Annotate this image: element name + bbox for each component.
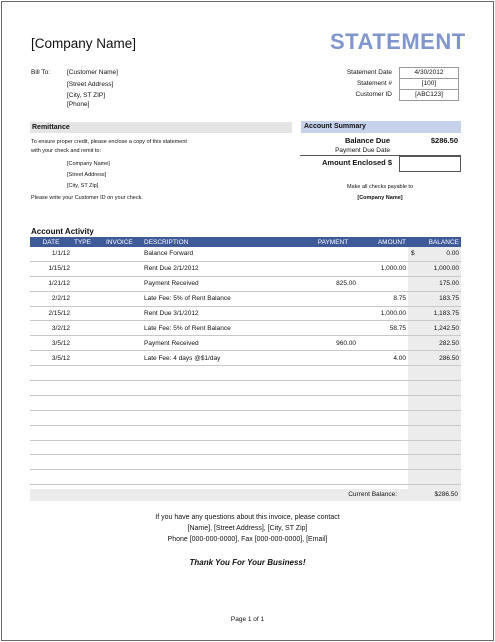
page-number: Page 1 of 1 bbox=[230, 616, 265, 623]
row-amount bbox=[358, 395, 408, 410]
col-amount: AMOUNT bbox=[358, 237, 408, 247]
row-payment bbox=[308, 261, 358, 276]
row-date bbox=[30, 381, 72, 396]
table-row bbox=[30, 410, 461, 425]
row-description bbox=[142, 455, 308, 470]
row-payment bbox=[308, 425, 358, 440]
row-payment bbox=[308, 470, 358, 485]
row-type bbox=[72, 455, 104, 470]
row-invoice bbox=[104, 366, 142, 381]
col-date: DATE bbox=[30, 237, 72, 247]
row-invoice bbox=[104, 261, 142, 276]
row-balance bbox=[408, 276, 461, 291]
row-description: Late Fee: 5% of Rent Balance bbox=[142, 321, 308, 336]
row-description bbox=[142, 440, 308, 455]
amount-enclosed-input[interactable] bbox=[399, 156, 461, 172]
amount-enclosed-label: Amount Enclosed $ bbox=[321, 158, 392, 167]
row-description: Rent Due 3/1/2012 bbox=[142, 306, 308, 321]
footer-contact: [Name], [Street Address], [City, ST Zip] bbox=[187, 525, 308, 532]
col-invoice: INVOICE bbox=[104, 237, 142, 247]
row-type bbox=[72, 351, 104, 366]
row-payment bbox=[308, 291, 358, 306]
row-invoice bbox=[104, 470, 142, 485]
row-invoice bbox=[104, 247, 142, 261]
row-type bbox=[72, 306, 104, 321]
row-date bbox=[30, 440, 72, 455]
row-invoice bbox=[104, 455, 142, 470]
table-row bbox=[30, 291, 461, 306]
payment-due-label: Payment Due Date bbox=[335, 147, 390, 154]
row-type bbox=[72, 395, 104, 410]
row-date bbox=[30, 366, 72, 381]
bill-to-street: [Street Address] bbox=[67, 81, 114, 88]
row-type bbox=[72, 381, 104, 396]
row-invoice bbox=[104, 410, 142, 425]
row-date: 3/2/12 bbox=[30, 321, 72, 336]
payable-to: [Company Name] bbox=[357, 195, 403, 201]
row-balance bbox=[408, 410, 461, 425]
table-row bbox=[30, 440, 461, 455]
row-balance bbox=[408, 351, 461, 366]
row-balance bbox=[408, 470, 461, 485]
row-balance bbox=[408, 261, 461, 276]
row-date: 2/15/12 bbox=[30, 306, 72, 321]
customer-id-value[interactable]: [ABC123] bbox=[399, 89, 459, 101]
row-payment bbox=[308, 455, 358, 470]
row-invoice bbox=[104, 276, 142, 291]
remittance-note: Please write your Customer ID on your check. bbox=[31, 195, 143, 201]
row-invoice bbox=[104, 395, 142, 410]
balance-value: 0.00 bbox=[446, 250, 459, 258]
row-type bbox=[72, 470, 104, 485]
current-balance-value: $286.50 bbox=[434, 491, 458, 498]
row-invoice bbox=[104, 291, 142, 306]
table-row bbox=[30, 351, 461, 366]
statement-date-value[interactable]: 4/30/2012 bbox=[399, 67, 459, 79]
row-date: 1/21/12 bbox=[30, 276, 72, 291]
row-amount bbox=[358, 470, 408, 485]
row-description bbox=[142, 410, 308, 425]
row-payment bbox=[308, 306, 358, 321]
col-payment: PAYMENT bbox=[308, 237, 358, 247]
row-description: Late Fee: 4 days @$1/day bbox=[142, 351, 308, 366]
row-description: Balance Forward bbox=[142, 247, 308, 261]
balance-value: 1,183.75 bbox=[433, 310, 459, 317]
activity-table bbox=[30, 237, 461, 500]
remittance-intro-2: with your check and remit to: bbox=[31, 148, 102, 154]
row-type bbox=[72, 366, 104, 381]
row-balance bbox=[408, 455, 461, 470]
bill-to-customer-name: [Customer Name] bbox=[67, 69, 118, 76]
row-amount bbox=[358, 247, 408, 261]
row-date bbox=[30, 455, 72, 470]
statement-number-label: Statement # bbox=[356, 80, 392, 87]
row-type bbox=[72, 261, 104, 276]
footer-phone: Phone [000-000-0000], Fax [000-000-0000], [Email] bbox=[167, 536, 328, 543]
remit-street: [Street Address] bbox=[67, 172, 107, 178]
row-invoice bbox=[104, 306, 142, 321]
table-row bbox=[30, 247, 461, 261]
row-date: 3/5/12 bbox=[30, 336, 72, 351]
balance-value: 175.00 bbox=[439, 280, 459, 288]
row-invoice bbox=[104, 336, 142, 351]
row-type bbox=[72, 336, 104, 351]
row-amount bbox=[358, 366, 408, 381]
row-balance bbox=[408, 336, 461, 351]
row-description bbox=[142, 395, 308, 410]
table-row bbox=[30, 425, 461, 440]
table-row bbox=[30, 381, 461, 396]
balance-currency-symbol: $ bbox=[411, 250, 415, 258]
row-description bbox=[142, 470, 308, 485]
row-amount bbox=[358, 381, 408, 396]
table-row bbox=[30, 470, 461, 485]
row-type bbox=[72, 321, 104, 336]
table-row bbox=[30, 261, 461, 276]
row-type bbox=[72, 425, 104, 440]
row-payment bbox=[308, 410, 358, 425]
row-description: Payment Received bbox=[142, 276, 308, 291]
row-balance bbox=[408, 425, 461, 440]
balance-value: 282.50 bbox=[439, 339, 459, 347]
activity-body bbox=[30, 247, 461, 500]
row-payment bbox=[308, 440, 358, 455]
row-amount: 1,000.00 bbox=[358, 261, 408, 276]
row-description: Late Fee: 5% of Rent Balance bbox=[142, 291, 308, 306]
row-description: Rent Due 2/1/2012 bbox=[142, 261, 308, 276]
row-balance bbox=[408, 395, 461, 410]
table-row bbox=[30, 366, 461, 381]
remittance-intro-1: To ensure proper credit, please enclose a copy of this statement bbox=[31, 139, 187, 145]
row-type bbox=[72, 440, 104, 455]
row-balance bbox=[408, 247, 461, 261]
row-date bbox=[30, 395, 72, 410]
account-summary-heading: Account Summary bbox=[301, 121, 461, 133]
row-amount bbox=[358, 440, 408, 455]
thank-you-message: Thank You For Your Business! bbox=[189, 558, 306, 567]
remit-company-name: [Company Name] bbox=[67, 161, 110, 167]
account-activity-title: Account Activity bbox=[31, 227, 94, 236]
balance-due-label: Balance Due bbox=[344, 136, 390, 145]
row-amount: 4.00 bbox=[358, 351, 408, 366]
row-amount bbox=[358, 425, 408, 440]
table-row bbox=[30, 455, 461, 470]
statement-title: STATEMENT bbox=[330, 29, 466, 54]
remit-city: [City, ST Zip] bbox=[67, 183, 99, 189]
table-row bbox=[30, 395, 461, 410]
row-payment: 825.00 bbox=[308, 276, 358, 291]
row-amount bbox=[358, 455, 408, 470]
row-description bbox=[142, 366, 308, 381]
row-amount: 58.75 bbox=[358, 321, 408, 336]
row-amount bbox=[358, 410, 408, 425]
row-payment bbox=[308, 366, 358, 381]
activity-header-row bbox=[30, 237, 461, 247]
row-date bbox=[30, 425, 72, 440]
row-balance bbox=[408, 291, 461, 306]
company-name: [Company Name] bbox=[31, 36, 137, 51]
bill-to-label: Bill To: bbox=[31, 69, 51, 76]
footer-question: If you have any questions about this invoice, please contact bbox=[155, 514, 340, 521]
row-description: Payment Received bbox=[142, 336, 308, 351]
row-date: 1/15/12 bbox=[30, 261, 72, 276]
row-payment bbox=[308, 321, 358, 336]
row-description bbox=[142, 425, 308, 440]
col-description: DESCRIPTION bbox=[142, 237, 308, 247]
col-balance: BALANCE bbox=[408, 237, 461, 247]
row-date: 2/2/12 bbox=[30, 291, 72, 306]
row-date bbox=[30, 470, 72, 485]
row-type bbox=[72, 247, 104, 261]
statement-number-value[interactable]: [100] bbox=[399, 78, 459, 90]
balance-value: 1,000.00 bbox=[433, 265, 459, 273]
table-row bbox=[30, 321, 461, 336]
row-balance bbox=[408, 381, 461, 396]
row-description bbox=[142, 381, 308, 396]
table-row bbox=[30, 276, 461, 291]
balance-value: 286.50 bbox=[439, 354, 459, 362]
row-payment bbox=[308, 395, 358, 410]
row-balance bbox=[408, 366, 461, 381]
row-type bbox=[72, 291, 104, 306]
balance-value: 183.75 bbox=[439, 295, 459, 303]
row-balance bbox=[408, 306, 461, 321]
row-date: 1/1/12 bbox=[30, 247, 72, 261]
row-invoice bbox=[104, 351, 142, 366]
row-payment bbox=[308, 247, 358, 261]
row-payment: 960.00 bbox=[308, 336, 358, 351]
row-invoice bbox=[104, 425, 142, 440]
balance-due-value: $286.50 bbox=[430, 136, 458, 145]
row-payment bbox=[308, 381, 358, 396]
bill-to-phone: [Phone] bbox=[67, 101, 90, 108]
row-type bbox=[72, 410, 104, 425]
statement-date-label: Statement Date bbox=[346, 69, 392, 76]
row-amount bbox=[358, 276, 408, 291]
row-balance bbox=[408, 321, 461, 336]
row-amount bbox=[358, 336, 408, 351]
row-type bbox=[72, 276, 104, 291]
row-amount: 1,000.00 bbox=[358, 306, 408, 321]
remittance-heading: Remittance bbox=[30, 122, 292, 133]
table-row bbox=[30, 336, 461, 351]
balance-value: 1,242.50 bbox=[433, 324, 459, 332]
bill-to-city: [City, ST ZIP] bbox=[67, 92, 106, 99]
row-date: 3/5/12 bbox=[30, 351, 72, 366]
row-invoice bbox=[104, 440, 142, 455]
current-balance-label: Current Balance: bbox=[348, 491, 397, 498]
row-invoice bbox=[104, 381, 142, 396]
table-row bbox=[30, 306, 461, 321]
col-type: TYPE bbox=[72, 237, 104, 247]
row-date bbox=[30, 410, 72, 425]
row-balance bbox=[408, 440, 461, 455]
payable-note: Make all checks payable to bbox=[346, 184, 414, 190]
row-payment bbox=[308, 351, 358, 366]
row-invoice bbox=[104, 321, 142, 336]
row-amount: 8.75 bbox=[358, 291, 408, 306]
customer-id-label: Customer ID bbox=[355, 91, 392, 98]
